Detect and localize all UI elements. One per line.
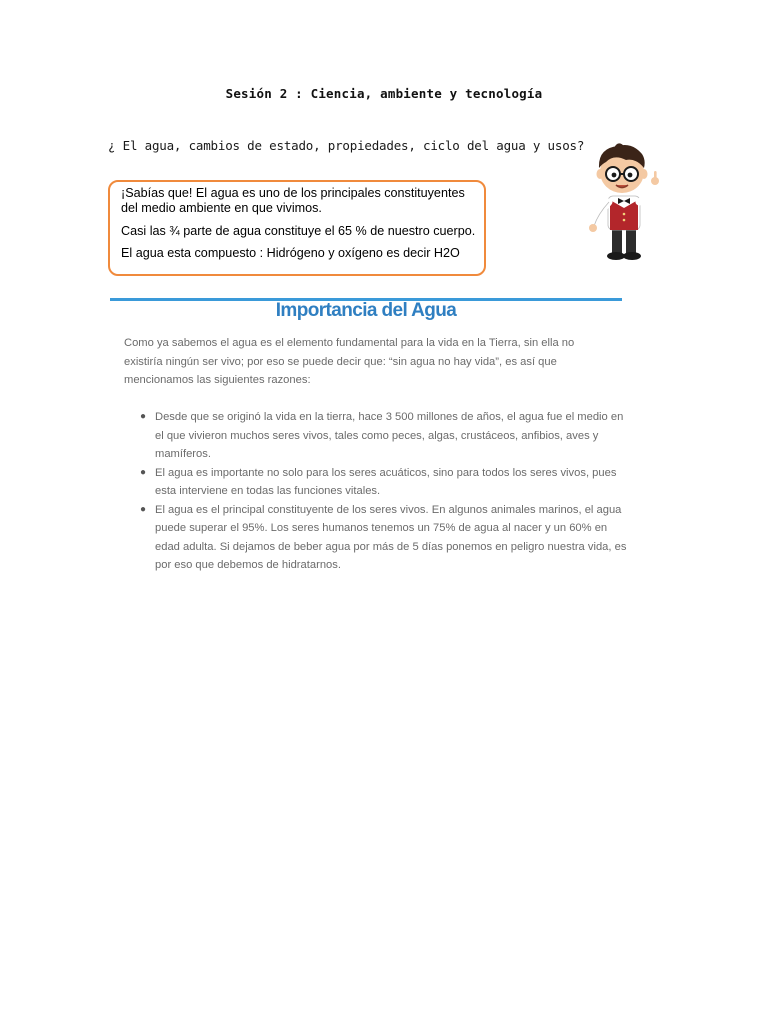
info-box (108, 180, 486, 276)
list-item (140, 464, 629, 501)
section-intro: Como ya sabemos el agua es el elemento fundamental para la vida en la Tierra, sin ella no existiría ningún ser vivo; por eso se puede decir que: “sin agua no hay vida”, es así que mencionamos las siguientes razones: (124, 337, 575, 386)
reasons-list (137, 408, 629, 575)
bullet-icon: ● (140, 503, 147, 515)
reason-text: Desde que se originó la vida en la tierra, hace 3 500 millones de años, el agua fue el medio en el que vivieron muchos seres vivos, tales como peces, algas, crustáceos, anfibios, aves y mamíferos. (155, 411, 624, 460)
info-line-composition: El agua esta compuesto : Hidrógeno y oxígeno es decir H2O (121, 246, 460, 260)
info-line-body-water: Casi las ¾ parte de agua constituye el 65 % de nuestro cuerpo. (121, 224, 476, 238)
cartoon-boy-with-glasses-icon (584, 138, 668, 262)
question-text: ¿ El agua, cambios de estado, propiedades, ciclo del agua y usos? (108, 138, 585, 153)
session-title: Sesión 2 : Ciencia, ambiente y tecnología (225, 86, 543, 101)
bullet-icon: ● (140, 466, 147, 478)
section-heading: Importancia del Agua (275, 300, 457, 321)
reason-text: El agua es importante no solo para los seres acuáticos, sino para todos los seres vivos, pues esta interviene en todas las funciones vitales. (155, 466, 617, 497)
list-item (140, 501, 629, 575)
list-item (140, 408, 629, 464)
reason-text: El agua es el principal constituyente de los seres vivos. En algunos animales marinos, el agua puede superar el 95%. Los seres humanos tenemos un 75% de agua al nacer y un 60% en edad adulta. Si dejamos de beber agua por más de 5 días ponemos en peligro nuestra vida, es por eso que debemos de hidratarnos. (155, 503, 627, 571)
info-line-did-you-know: ¡Sabías que! El agua es uno de los principales constituyentes del medio ambiente en que vivimos. (121, 186, 465, 215)
bullet-icon: ● (140, 411, 147, 422)
